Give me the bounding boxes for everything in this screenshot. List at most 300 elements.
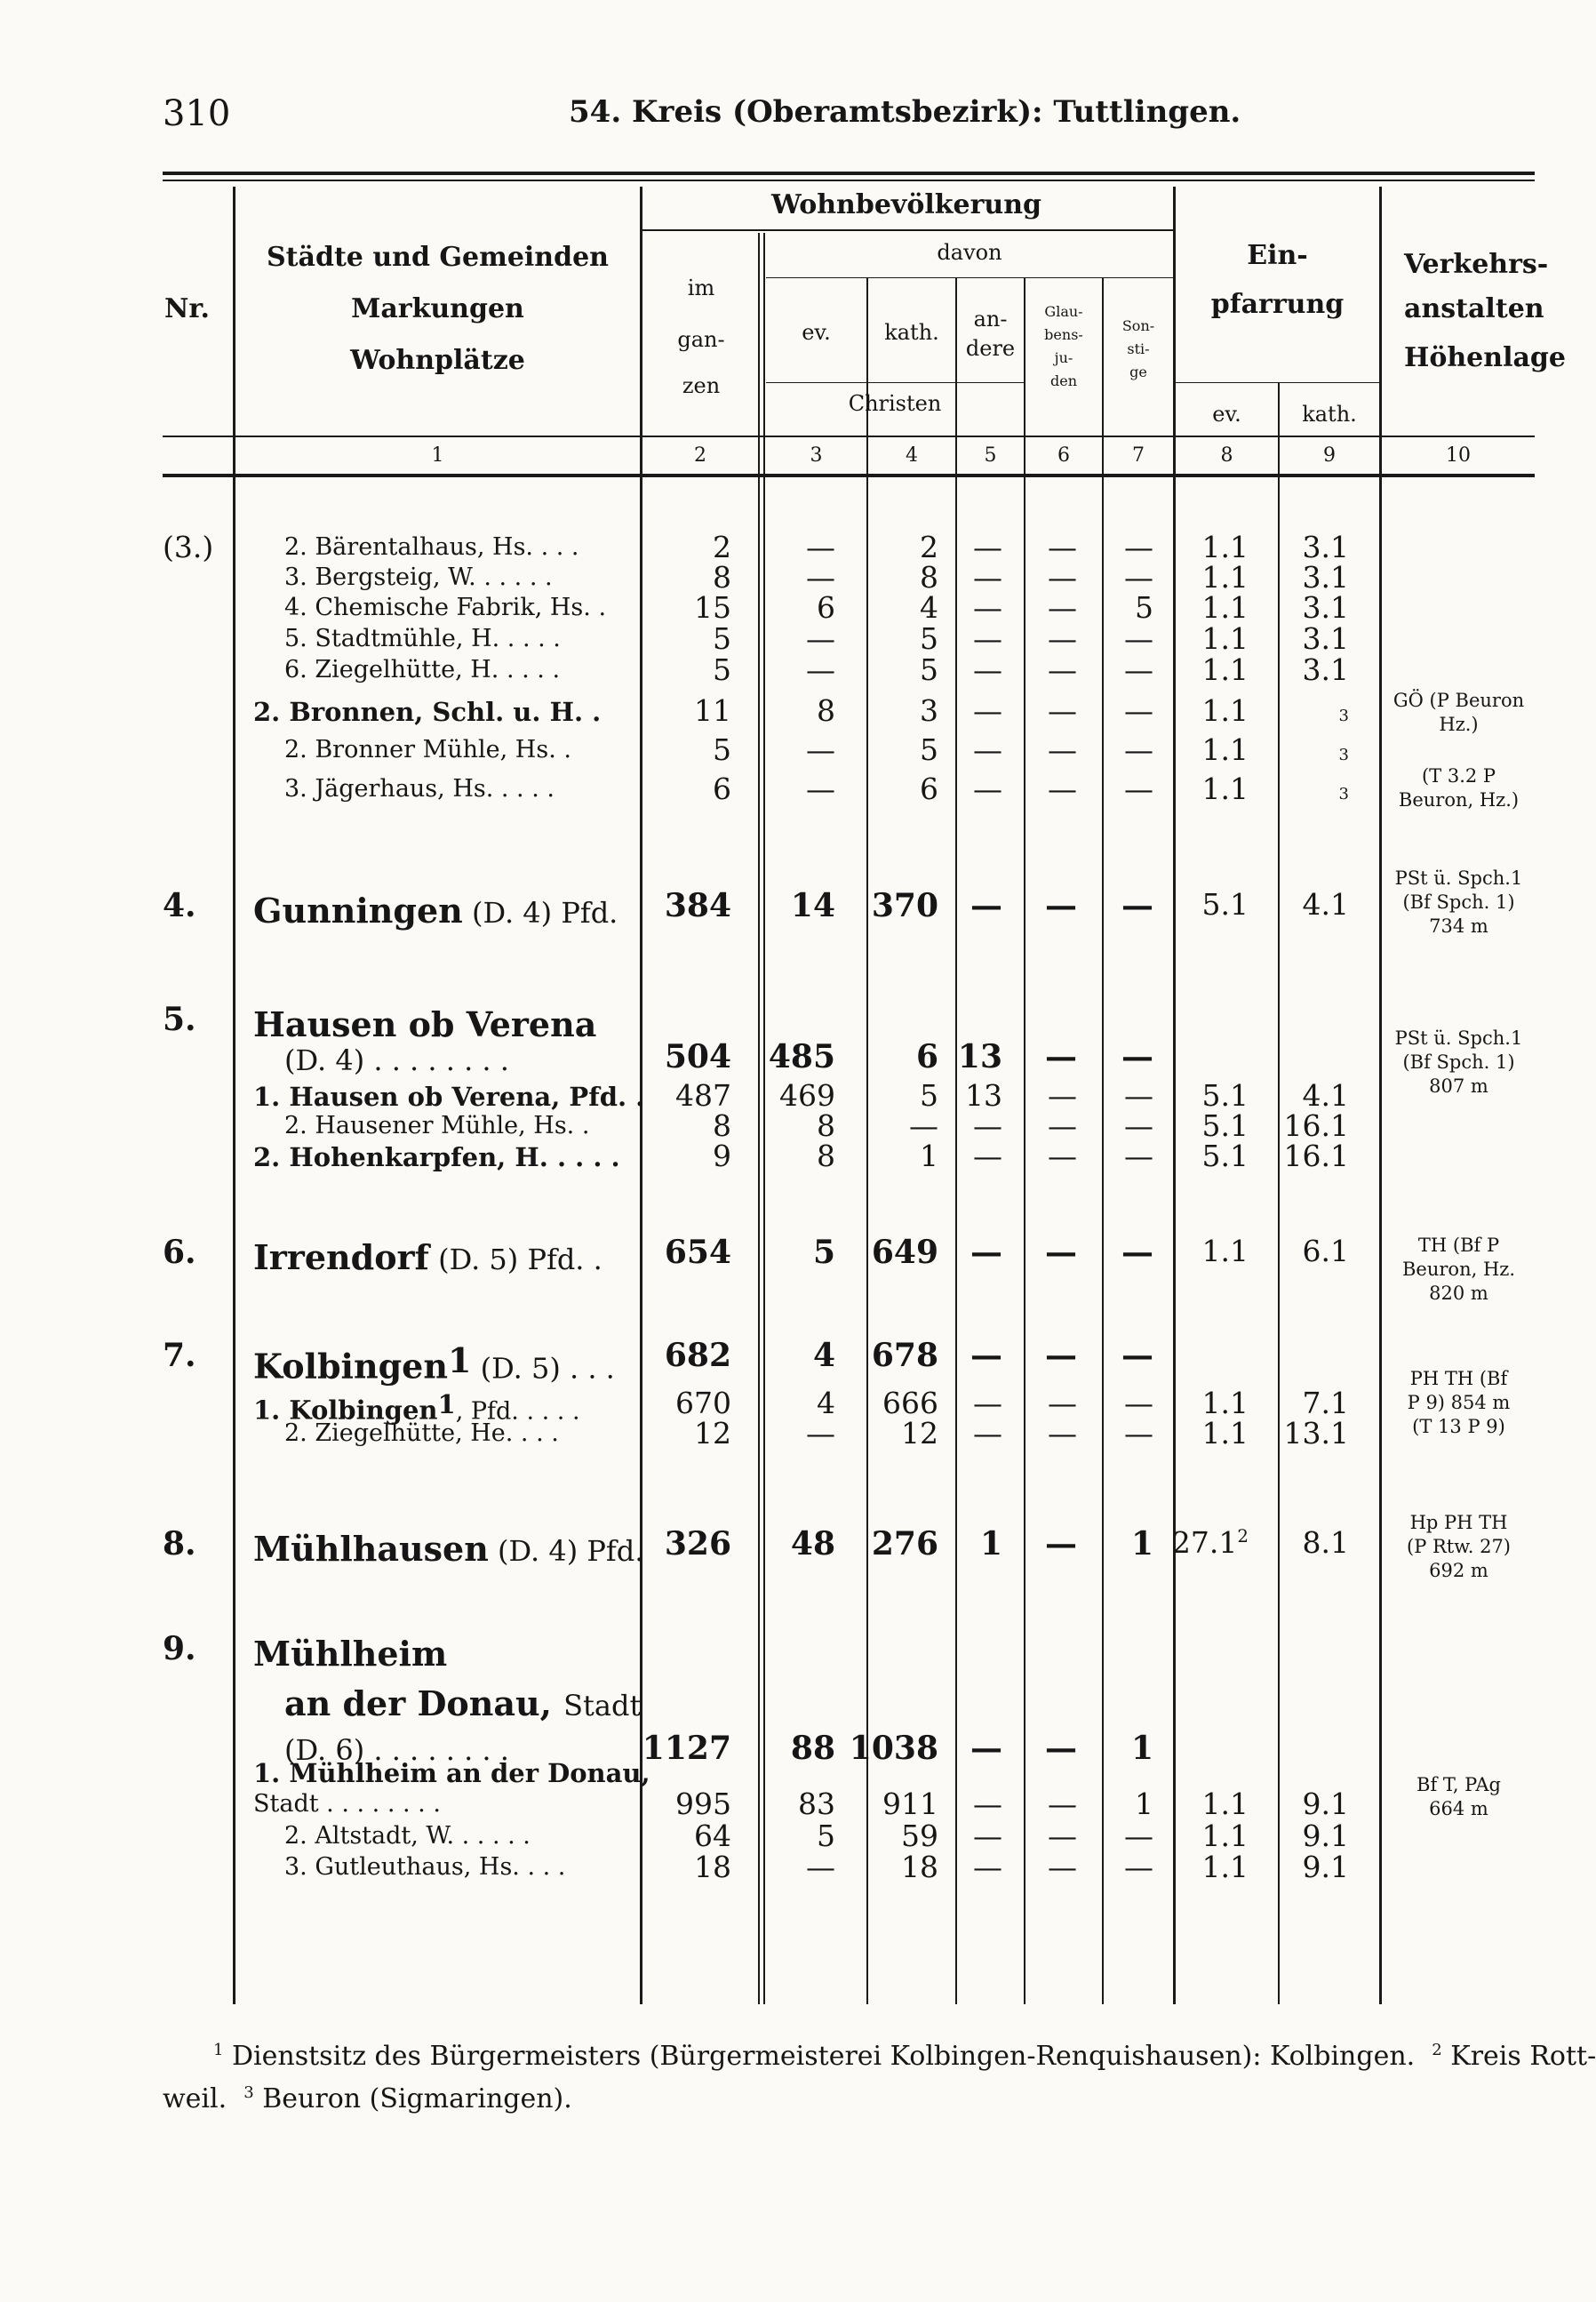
- cell-value: —: [1048, 530, 1077, 564]
- cell-value: 8: [713, 1108, 731, 1143]
- colnum-1: 1: [431, 444, 444, 467]
- header-verkehr-1: Verkehrs-: [1404, 249, 1549, 280]
- cell-value: 1.1: [1201, 530, 1249, 564]
- cell-value: —: [970, 887, 1002, 924]
- footnote-marker: 1: [437, 1389, 456, 1419]
- cell-value: —: [806, 652, 835, 687]
- cell-value: —: [1045, 1038, 1077, 1075]
- colnum-2: 2: [694, 444, 706, 467]
- cell-pf-kath: [1303, 652, 1349, 687]
- cell-value: 2: [920, 530, 938, 564]
- place-name-text: 2. Altstadt, W. . . . . .: [284, 1822, 531, 1850]
- cell-value: 504: [664, 1038, 731, 1075]
- footnote-text: Kreis Rott-: [1450, 2041, 1596, 2072]
- cell-andere: [973, 1139, 1002, 1173]
- place-name: [284, 736, 571, 763]
- cell-value: 88: [790, 1730, 835, 1767]
- cell-total: [694, 1850, 731, 1884]
- place-name-text: Kolbingen: [253, 1346, 448, 1387]
- cell-value: 3: [1338, 785, 1349, 803]
- place-name-text: Gunningen: [253, 891, 463, 931]
- cell-value: 3: [920, 693, 938, 728]
- cell-pf-kath: [1303, 1818, 1349, 1853]
- cell-juden: [1045, 1730, 1077, 1767]
- christen-rule: [766, 382, 1024, 383]
- place-name-text: Hausen ob Verena: [253, 1004, 597, 1044]
- row-number: 7.: [163, 1337, 196, 1374]
- place-name-text: 2. Bronner Mühle, Hs. .: [284, 736, 571, 763]
- cell-value: 8: [920, 560, 938, 595]
- cell-sonst: [1124, 771, 1153, 806]
- cell-ev: [769, 1038, 835, 1075]
- cell-pf-kath: [1339, 732, 1349, 767]
- place-name: [253, 1340, 615, 1386]
- cell-ev: [817, 693, 835, 728]
- cell-total: [694, 1818, 731, 1853]
- cell-value: 1.1: [1201, 1786, 1249, 1821]
- remark-line: (P Rtw. 27): [1407, 1536, 1511, 1557]
- header-gan: gan-: [677, 327, 725, 352]
- cell-value: —: [1048, 1850, 1077, 1884]
- footnote-marker: 2: [1432, 2041, 1442, 2059]
- cell-value: 13: [965, 1078, 1002, 1113]
- colnum-10: 10: [1446, 444, 1471, 467]
- header-kath: kath.: [884, 320, 939, 345]
- cell-value: 1.1: [1201, 1416, 1249, 1451]
- cell-sonst: [1121, 1038, 1153, 1075]
- place-note: (D. 4) Pfd.: [462, 896, 618, 930]
- remark-line: (T 3.2 P: [1421, 765, 1496, 787]
- cell-kath: [901, 1850, 938, 1884]
- cell-value: 13.1: [1283, 1416, 1349, 1451]
- cell-value: 5.1: [1201, 1139, 1249, 1173]
- cell-value: —: [1048, 652, 1077, 687]
- cell-value: 1.1: [1201, 693, 1249, 728]
- cell-andere: [973, 732, 1002, 767]
- cell-value: 59: [901, 1818, 938, 1853]
- cell-pf-kath: [1284, 1139, 1349, 1173]
- cell-value: 16.1: [1283, 1108, 1349, 1143]
- place-name-text: Irrendorf: [253, 1237, 429, 1277]
- cell-value: —: [1124, 771, 1153, 806]
- cell-pf-ev: [1202, 887, 1249, 922]
- cell-andere: [970, 1234, 1002, 1271]
- cell-juden: [1048, 652, 1077, 687]
- remark-line: Hp PH TH: [1409, 1512, 1508, 1533]
- cell-juden: [1048, 732, 1077, 767]
- cell-value: 682: [664, 1337, 731, 1374]
- cell-value: —: [1121, 1234, 1153, 1271]
- cell-value: 5: [1135, 590, 1153, 625]
- cell-value: 5: [812, 1234, 835, 1271]
- cell-andere: [973, 693, 1002, 728]
- cell-kath: [901, 1818, 938, 1853]
- cell-pf-ev: [1202, 1818, 1249, 1853]
- cell-ev: [817, 1818, 835, 1853]
- place-name-line2: [284, 1683, 641, 1723]
- cell-value: 18: [901, 1850, 938, 1884]
- cell-total: [665, 1337, 731, 1374]
- cell-value: —: [973, 1786, 1002, 1821]
- remark-line: (Bf Spch. 1): [1402, 891, 1515, 913]
- footnote-marker: 1: [447, 1340, 472, 1380]
- cell-value: 4: [920, 590, 938, 625]
- cell-juden: [1048, 590, 1077, 625]
- cell-value: 6: [713, 771, 731, 806]
- cell-value: 5: [817, 1818, 835, 1853]
- remark-bronnen: [1383, 689, 1535, 737]
- cell-value: —: [1048, 590, 1077, 625]
- row-number: 6.: [163, 1234, 196, 1271]
- col-line-andere: [1024, 277, 1025, 2004]
- cell-value: 1.1: [1201, 621, 1249, 656]
- header-andere-1: an-: [973, 307, 1008, 332]
- cell-value: —: [1048, 621, 1077, 656]
- cell-value: —: [1045, 1730, 1077, 1767]
- cell-value: —: [1045, 1337, 1077, 1374]
- cell-sonst: [1131, 1730, 1153, 1767]
- place-note: (D. 6) . . . . . . . .: [284, 1733, 509, 1767]
- remark-irrendorf: [1383, 1234, 1535, 1306]
- cell-value: 4: [817, 1386, 835, 1420]
- remark-line: GÖ (P Beuron: [1393, 690, 1525, 711]
- row-number: 4.: [163, 887, 196, 924]
- cell-juden: [1045, 1038, 1077, 1075]
- colnum-bottom-rule: [163, 474, 1535, 477]
- cell-value: —: [806, 621, 835, 656]
- header-im: im: [687, 276, 715, 300]
- place-note: (D. 5) Pfd. .: [428, 1243, 602, 1276]
- cell-value: 678: [871, 1337, 938, 1374]
- place-name: [253, 1237, 602, 1277]
- colnum-5: 5: [984, 444, 997, 467]
- cell-value: 326: [664, 1525, 731, 1563]
- cell-sonst: [1124, 1850, 1153, 1884]
- col-line-einpf-mid: [1278, 382, 1280, 2004]
- place-name-text: 6. Ziegelhütte, H. . . . .: [284, 656, 561, 683]
- cell-ev: [798, 1786, 835, 1821]
- cell-juden: [1048, 1818, 1077, 1853]
- place-name: [284, 625, 561, 652]
- cell-value: —: [973, 1818, 1002, 1853]
- cell-ev: [806, 1850, 835, 1884]
- place-note: (D. 4) . . . . . . . .: [284, 1043, 509, 1077]
- wohnbev-rule: [640, 229, 1173, 231]
- cell-kath: [920, 1139, 938, 1173]
- cell-value: 1038: [849, 1730, 938, 1767]
- cell-pf-kath: [1284, 1416, 1349, 1451]
- cell-value: 18: [694, 1850, 731, 1884]
- place-name: [253, 1142, 620, 1172]
- cell-value: —: [1048, 1078, 1077, 1113]
- row-number: 5.: [163, 1001, 196, 1038]
- cell-total: [665, 1234, 731, 1271]
- cell-value: 370: [871, 887, 938, 924]
- cell-value: 8: [817, 1139, 835, 1173]
- place-name-text: 2. Ziegelhütte, He. . . .: [284, 1419, 559, 1447]
- cell-value: 649: [871, 1234, 938, 1271]
- cell-total: [665, 1525, 731, 1563]
- cell-andere: [973, 771, 1002, 806]
- cell-value: —: [1045, 1234, 1077, 1271]
- place-name-text: 1. Hausen ob Verena, Pfd. .: [253, 1082, 645, 1112]
- cell-value: 384: [664, 887, 731, 924]
- cell-total: [713, 732, 731, 767]
- cell-value: —: [970, 1730, 1002, 1767]
- cell-kath: [920, 621, 938, 656]
- cell-value: 5: [920, 621, 938, 656]
- page-number: 310: [163, 93, 231, 134]
- remark-hausen: [1383, 1027, 1535, 1099]
- cell-andere: [970, 1730, 1002, 1767]
- cell-value: —: [1048, 732, 1077, 767]
- cell-total: [675, 1786, 731, 1821]
- cell-value: 487: [675, 1078, 731, 1113]
- place-note: (D. 5) . . .: [471, 1351, 615, 1386]
- place-name-note: Stadt: [563, 1689, 642, 1723]
- cell-value: 6: [920, 771, 938, 806]
- cell-total: [694, 693, 731, 728]
- cell-andere: [973, 590, 1002, 625]
- cell-value: —: [1121, 1038, 1153, 1075]
- cell-ev: [813, 1337, 835, 1374]
- cell-value: 1.1: [1201, 732, 1249, 767]
- cell-value: —: [973, 1139, 1002, 1173]
- cell-kath: [872, 1234, 938, 1271]
- cell-value: 15: [694, 590, 731, 625]
- remark-muehlhausen: [1383, 1511, 1535, 1583]
- row-number: 8.: [163, 1525, 196, 1563]
- header-christen: Christen: [848, 391, 942, 416]
- cell-kath: [850, 1730, 938, 1767]
- cell-kath: [916, 1038, 938, 1075]
- cell-value: 5: [713, 652, 731, 687]
- cell-value: 8: [713, 560, 731, 595]
- colnum-3: 3: [810, 444, 823, 467]
- remark-kolbingen: [1383, 1367, 1535, 1439]
- cell-value: —: [1048, 1386, 1077, 1420]
- header-places-2: Markungen: [351, 293, 524, 324]
- cell-value: —: [973, 1416, 1002, 1451]
- cell-value: 3.1: [1302, 590, 1349, 625]
- cell-value: 1.1: [1201, 652, 1249, 687]
- cell-andere: [973, 1818, 1002, 1853]
- cell-value: 1.1: [1201, 1234, 1249, 1268]
- cell-value: —: [973, 771, 1002, 806]
- cell-value: —: [806, 732, 835, 767]
- cell-value: —: [1048, 1139, 1077, 1173]
- cell-value: —: [1048, 1108, 1077, 1143]
- header-sonst-3: ge: [1129, 364, 1147, 380]
- cell-pf-ev: [1202, 1234, 1249, 1268]
- cell-juden: [1045, 887, 1077, 924]
- cell-value: 5.1: [1201, 1108, 1249, 1143]
- cell-value: 5.1: [1201, 1078, 1249, 1113]
- remark-muehlheim: [1383, 1773, 1535, 1821]
- place-name: [284, 1419, 559, 1447]
- footnote-text: weil.: [163, 2083, 227, 2114]
- place-name-text: Mühlheim: [253, 1634, 448, 1674]
- cell-value: 1.1: [1201, 590, 1249, 625]
- cell-value: —: [1124, 1078, 1153, 1113]
- cell-value: 8: [817, 1108, 835, 1143]
- cell-sonst: [1135, 590, 1153, 625]
- cell-andere: [973, 1786, 1002, 1821]
- cell-value: 654: [664, 1234, 731, 1271]
- cell-kath: [872, 1337, 938, 1374]
- remark-line: PSt ü. Spch.1: [1394, 1027, 1523, 1049]
- cell-value: —: [1048, 1416, 1077, 1451]
- cell-value: 1.1: [1201, 560, 1249, 595]
- cell-value: 5: [920, 1078, 938, 1113]
- cell-juden: [1048, 621, 1077, 656]
- colnum-7: 7: [1132, 444, 1145, 467]
- remark-line: Hz.): [1439, 714, 1479, 735]
- cell-value: 1.1: [1201, 1386, 1249, 1420]
- remark-line: Beuron, Hz.): [1398, 789, 1520, 811]
- place-name-text: 4. Chemische Fabrik, Hs. .: [284, 594, 607, 621]
- header-einpfarrung-2: pfarrung: [1210, 289, 1345, 320]
- cell-ev: [806, 1416, 835, 1451]
- remark-line: P 9) 854 m: [1407, 1392, 1511, 1413]
- remark-gunningen: [1383, 867, 1535, 939]
- cell-pf-kath: [1303, 1234, 1349, 1268]
- cell-kath: [872, 1525, 938, 1563]
- row-number: 9.: [163, 1630, 196, 1667]
- cell-value: 6: [817, 590, 835, 625]
- cell-value: —: [1124, 1386, 1153, 1420]
- header-places-1: Städte und Gemeinden: [267, 242, 609, 273]
- cell-value: —: [973, 1108, 1002, 1143]
- cell-value: —: [973, 621, 1002, 656]
- cell-value: —: [970, 1337, 1002, 1374]
- place-name-text: Mühlhausen: [253, 1529, 489, 1569]
- cell-andere: [973, 652, 1002, 687]
- cell-pf-kath: [1339, 693, 1349, 728]
- cell-value: 11: [694, 693, 731, 728]
- cell-value: —: [1124, 1416, 1153, 1451]
- cell-pf-ev: [1202, 771, 1249, 806]
- cell-value: 1.1: [1201, 771, 1249, 806]
- cell-value: 4: [812, 1337, 835, 1374]
- cell-ev: [806, 621, 835, 656]
- cell-value: —: [1124, 1108, 1153, 1143]
- col-line-kath: [955, 277, 957, 2004]
- cell-value: —: [1124, 530, 1153, 564]
- cell-value: —: [1048, 771, 1077, 806]
- cell-value: —: [1121, 887, 1153, 924]
- cell-ev: [806, 732, 835, 767]
- cell-total: [665, 887, 731, 924]
- cell-value: 12: [901, 1416, 938, 1451]
- cell-value: 9.1: [1302, 1850, 1349, 1884]
- cell-value: 12: [694, 1416, 731, 1451]
- cell-value: —: [806, 1850, 835, 1884]
- cell-juden: [1045, 1337, 1077, 1374]
- cell-ev: [806, 771, 835, 806]
- col-line-total: [758, 233, 760, 2004]
- place-name-text: 2. Bronnen, Schl. u. H. .: [253, 697, 602, 727]
- header-wohnbevoelkerung: Wohnbevölkerung: [770, 189, 1042, 220]
- cell-value: —: [1124, 652, 1153, 687]
- cell-value: —: [1045, 887, 1077, 924]
- cell-value: —: [806, 530, 835, 564]
- cell-value: —: [1048, 560, 1077, 595]
- place-name: [284, 533, 579, 561]
- cell-value: 4.1: [1302, 1078, 1349, 1113]
- cell-pf-kath: [1303, 1850, 1349, 1884]
- cell-value: 6.1: [1302, 1234, 1349, 1268]
- footnote-marker: 3: [243, 2083, 254, 2102]
- cell-ev: [817, 1139, 835, 1173]
- footnote-marker: 2: [1237, 1526, 1249, 1547]
- cell-value: —: [1124, 732, 1153, 767]
- cell-sonst: [1124, 1139, 1153, 1173]
- colnum-9: 9: [1323, 444, 1336, 467]
- place-name: [284, 564, 553, 591]
- remark-line: PSt ü. Spch.1: [1394, 867, 1523, 889]
- place-name: [284, 1853, 565, 1881]
- cell-value: —: [973, 560, 1002, 595]
- place-name-text: 2. Bärentalhaus, Hs. . . .: [284, 533, 579, 561]
- place-name: [253, 1634, 447, 1674]
- cell-value: 3: [1338, 707, 1349, 725]
- remark-line: 692 m: [1429, 1560, 1488, 1581]
- cell-value: 670: [675, 1386, 731, 1420]
- cell-sonst: [1131, 1525, 1153, 1563]
- cell-andere: [973, 1416, 1002, 1451]
- cell-kath: [920, 732, 938, 767]
- cell-value: —: [806, 560, 835, 595]
- cell-value: —: [909, 1108, 938, 1143]
- cell-sonst: [1124, 732, 1153, 767]
- colnum-4: 4: [906, 444, 918, 467]
- cell-value: —: [973, 1386, 1002, 1420]
- cell-kath: [920, 652, 938, 687]
- cell-kath: [882, 1786, 938, 1821]
- remark-line: 820 m: [1429, 1283, 1488, 1304]
- remark-line: TH (Bf P: [1417, 1235, 1500, 1256]
- cell-value: —: [1124, 693, 1153, 728]
- cell-value: 485: [768, 1038, 835, 1075]
- cell-juden: [1048, 1416, 1077, 1451]
- cell-total: [642, 1730, 731, 1767]
- cell-sonst: [1124, 1416, 1153, 1451]
- place-name: [284, 656, 560, 683]
- cell-ev: [791, 887, 835, 924]
- place-name: [284, 594, 606, 621]
- header-verkehr-2: anstalten: [1404, 293, 1544, 324]
- cell-sonst: [1121, 1234, 1153, 1271]
- cell-value: 995: [675, 1786, 731, 1821]
- cell-total: [694, 590, 731, 625]
- cell-value: 1: [920, 1139, 938, 1173]
- cell-total: [713, 621, 731, 656]
- cell-value: 16.1: [1283, 1139, 1349, 1173]
- remark-line: 807 m: [1429, 1075, 1488, 1097]
- cell-value: 1: [1130, 1730, 1153, 1767]
- cell-juden: [1048, 1786, 1077, 1821]
- cell-value: 9.1: [1302, 1786, 1349, 1821]
- cell-value: —: [806, 1416, 835, 1451]
- cell-value: 666: [882, 1386, 938, 1420]
- cell-pf-ev: [1202, 590, 1249, 625]
- cell-ev: [791, 1730, 835, 1767]
- cell-value: —: [970, 1234, 1002, 1271]
- remark-line: PH TH (Bf: [1409, 1368, 1508, 1389]
- footnote-line-1: [213, 2041, 1596, 2072]
- header-andere-2: dere: [965, 336, 1016, 361]
